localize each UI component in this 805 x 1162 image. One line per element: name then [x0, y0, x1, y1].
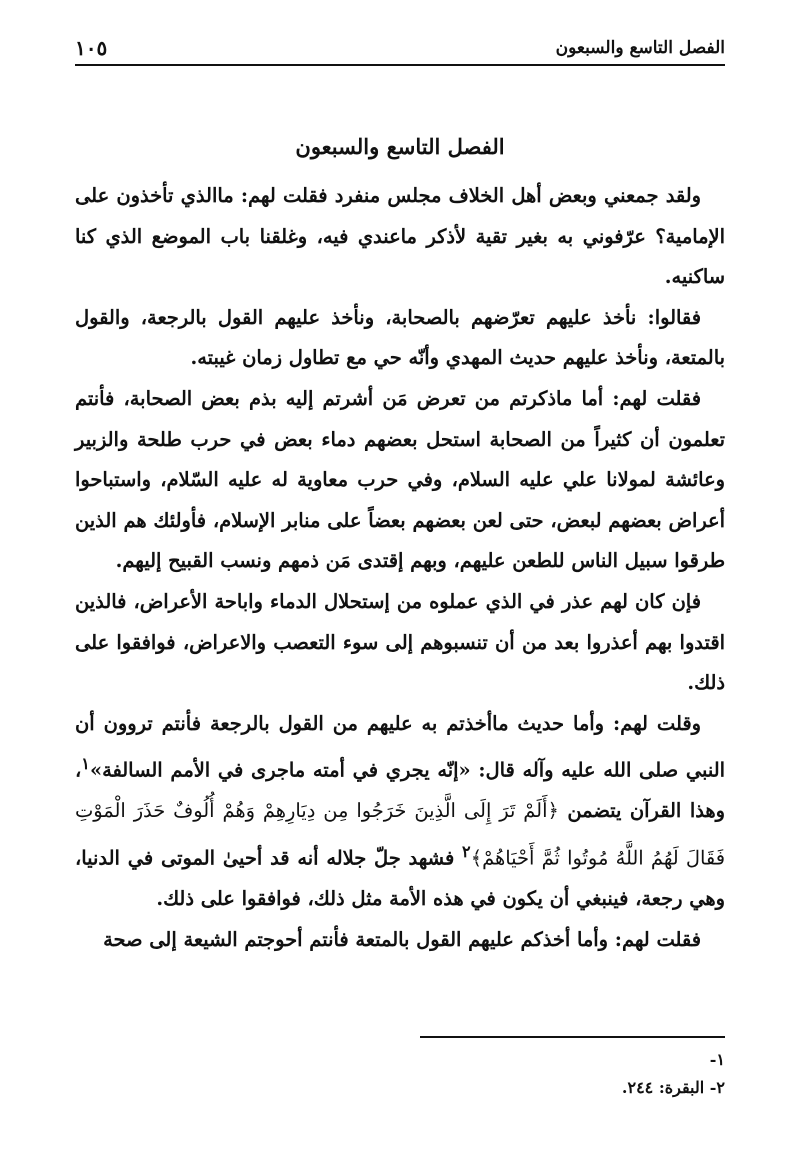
paragraph-text: فشهد جلّ جلاله أنه قد أحيىٰ الموتى في الدنيا، وهي رجعة، فينبغي أن يكون في هذه الأمة مثل ذلك، فوافقوا على ذلك.	[75, 846, 725, 911]
paragraph: فقلت لهم: وأما أخذكم عليهم القول بالمتعة فأنتم أحوجتم الشيعة إلى صحة	[103, 927, 701, 951]
footnote-reference: ١	[81, 754, 90, 774]
footnote-divider	[420, 1036, 725, 1038]
running-header	[75, 30, 725, 66]
footnote: ٢- البقرة: ٢٤٤.	[621, 1078, 725, 1097]
running-chapter-title: الفصل التاسع والسبعون	[555, 38, 725, 58]
quran-quote: ﴿أَلَمْ تَرَ إِلَى الَّذِينَ خَرَجُوا مِن دِيَارِهِمْ وَهُمْ أُلُوفٌ حَذَرَ الْمَوْتِ فَقَالَ لَهُمُ اللَّهُ مُوتُوا ثُمَّ أَحْيَاهُمْ﴾	[75, 799, 725, 870]
paragraph-text: وقلت لهم: وأما حديث ماأخذتم به عليهم من القول بالرجعة فأنتم تروون أن النبي صلى الله عليه وآله قال: «إنّه يجري في أمته ماجرى في الأمم السالفة»	[75, 711, 725, 782]
paragraph: فقالوا: نأخذ عليهم تعرّضهم بالصحابة، ونأخذ عليهم القول بالرجعة، والقول بالمتعة، ونأخذ عليهم حديث المهدي وأنّه حي مع تطاول زمان غيبته.	[75, 305, 725, 370]
paragraph: فإن كان لهم عذر في الذي عملوه من إستحلال الدماء واباحة الأعراض، فالذين اقتدوا بهم أعذروا بعد من أن تنسبوهم إلى سوء التعصب والاعراض، فوافقوا على ذلك.	[75, 589, 725, 695]
page-number: ١٠٥	[75, 36, 108, 60]
paragraph-text: ، وهذا القرآن يتضمن	[75, 758, 725, 823]
footnote: ١-	[709, 1050, 725, 1069]
paragraph: ولقد جمعني وبعض أهل الخلاف مجلس منفرد فقلت لهم: ماالذي تأخذون على الإمامية؟ عرّفوني به بغير تقية لأذكر ماعندي فيه، وغلقنا باب الموضع الذي كنا ساكنيه.	[75, 184, 725, 289]
paragraph	[75, 704, 725, 920]
body-text	[75, 176, 725, 960]
chapter-title: الفصل التاسع والسبعون	[295, 134, 505, 159]
footnotes	[75, 1046, 725, 1102]
paragraph: فقلت لهم: أما ماذكرتم من تعرض مَن أشرتم إليه بذم بعض الصحابة، فأنتم تعلمون أن كثيراً من الصحابة استحل بعضهم دماء بعض في حرب طلحة والزبير وعائشة لمولانا علي عليه السلام، وفي حرب معاوية له عليه السّلام، واستباحوا أعراض بعضهم لبعض، حتى لعن بعضهم بعضاً على منابر الإسلام، فأولئك هم الذين طرقوا سبيل الناس للطعن عليهم، وبهم إقتدى مَن ذمهم ونسب القبيح إليهم.	[75, 386, 725, 573]
footnote-reference: ٢	[462, 841, 471, 861]
